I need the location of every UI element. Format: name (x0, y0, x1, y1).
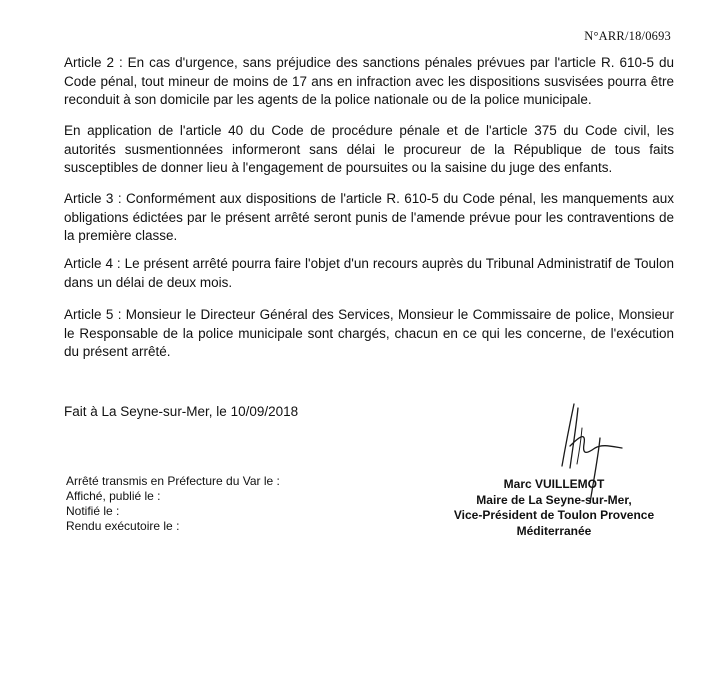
paragraph-article-3: Article 3 : Conformément aux dispositions de l'article R. 610-5 du Code pénal, les manquements aux obligations édictées par le présent arrêté seront punis de l'amende prévue pour les contraventions de la première classe. (64, 191, 674, 243)
paragraph-article-4: Article 4 : Le présent arrêté pourra faire l'objet d'un recours auprès du Tribunal Administratif de Toulon dans un délai de deux mois. (64, 256, 674, 290)
transmission-affiche: Affiché, publié le : (66, 489, 161, 503)
paragraph-article-2: Article 2 : En cas d'urgence, sans préjudice des sanctions pénales prévues par l'article R. 610-5 du Code pénal, tout mineur de moins de 17 ans en infraction avec les dispositions susvisées pourra être reconduit à son domicile par les agents de la police nationale ou de la police municipale. (64, 55, 674, 107)
transmission-list (66, 474, 280, 534)
signatory-title-2: Vice-Président de Toulon Provence (453, 508, 655, 522)
paragraph-article-5: Article 5 : Monsieur le Directeur Général des Services, Monsieur le Commissaire de police, Monsieur le Responsable de la police municipale sont chargés, chacun en ce qui les concerne, de l'exécution du présent arrêté. (64, 307, 674, 359)
transmission-prefecture: Arrêté transmis en Préfecture du Var le : (66, 474, 280, 488)
signatory-title-1: Maire de La Seyne-sur-Mer, (476, 492, 632, 507)
paragraph-application-article-40: En application de l'article 40 du Code de procédure pénale et de l'article 375 du Code civil, les autorités susmentionnées informeront sans délai le procureur de la République de tous faits susceptibles de donner lieu à l'engagement de poursuites ou la saisine du juge des enfants. (64, 123, 674, 175)
signatory-block (426, 477, 682, 539)
reference-number: N°ARR/18/0693 (584, 29, 671, 43)
signatory-name: Marc VUILLEMOT (503, 477, 605, 491)
transmission-notifie: Notifié le : (66, 504, 120, 518)
transmission-executoire: Rendu exécutoire le : (66, 519, 180, 533)
place-and-date: Fait à La Seyne-sur-Mer, le 10/09/2018 (64, 404, 299, 419)
signatory-title-3: Méditerranée (516, 523, 592, 538)
